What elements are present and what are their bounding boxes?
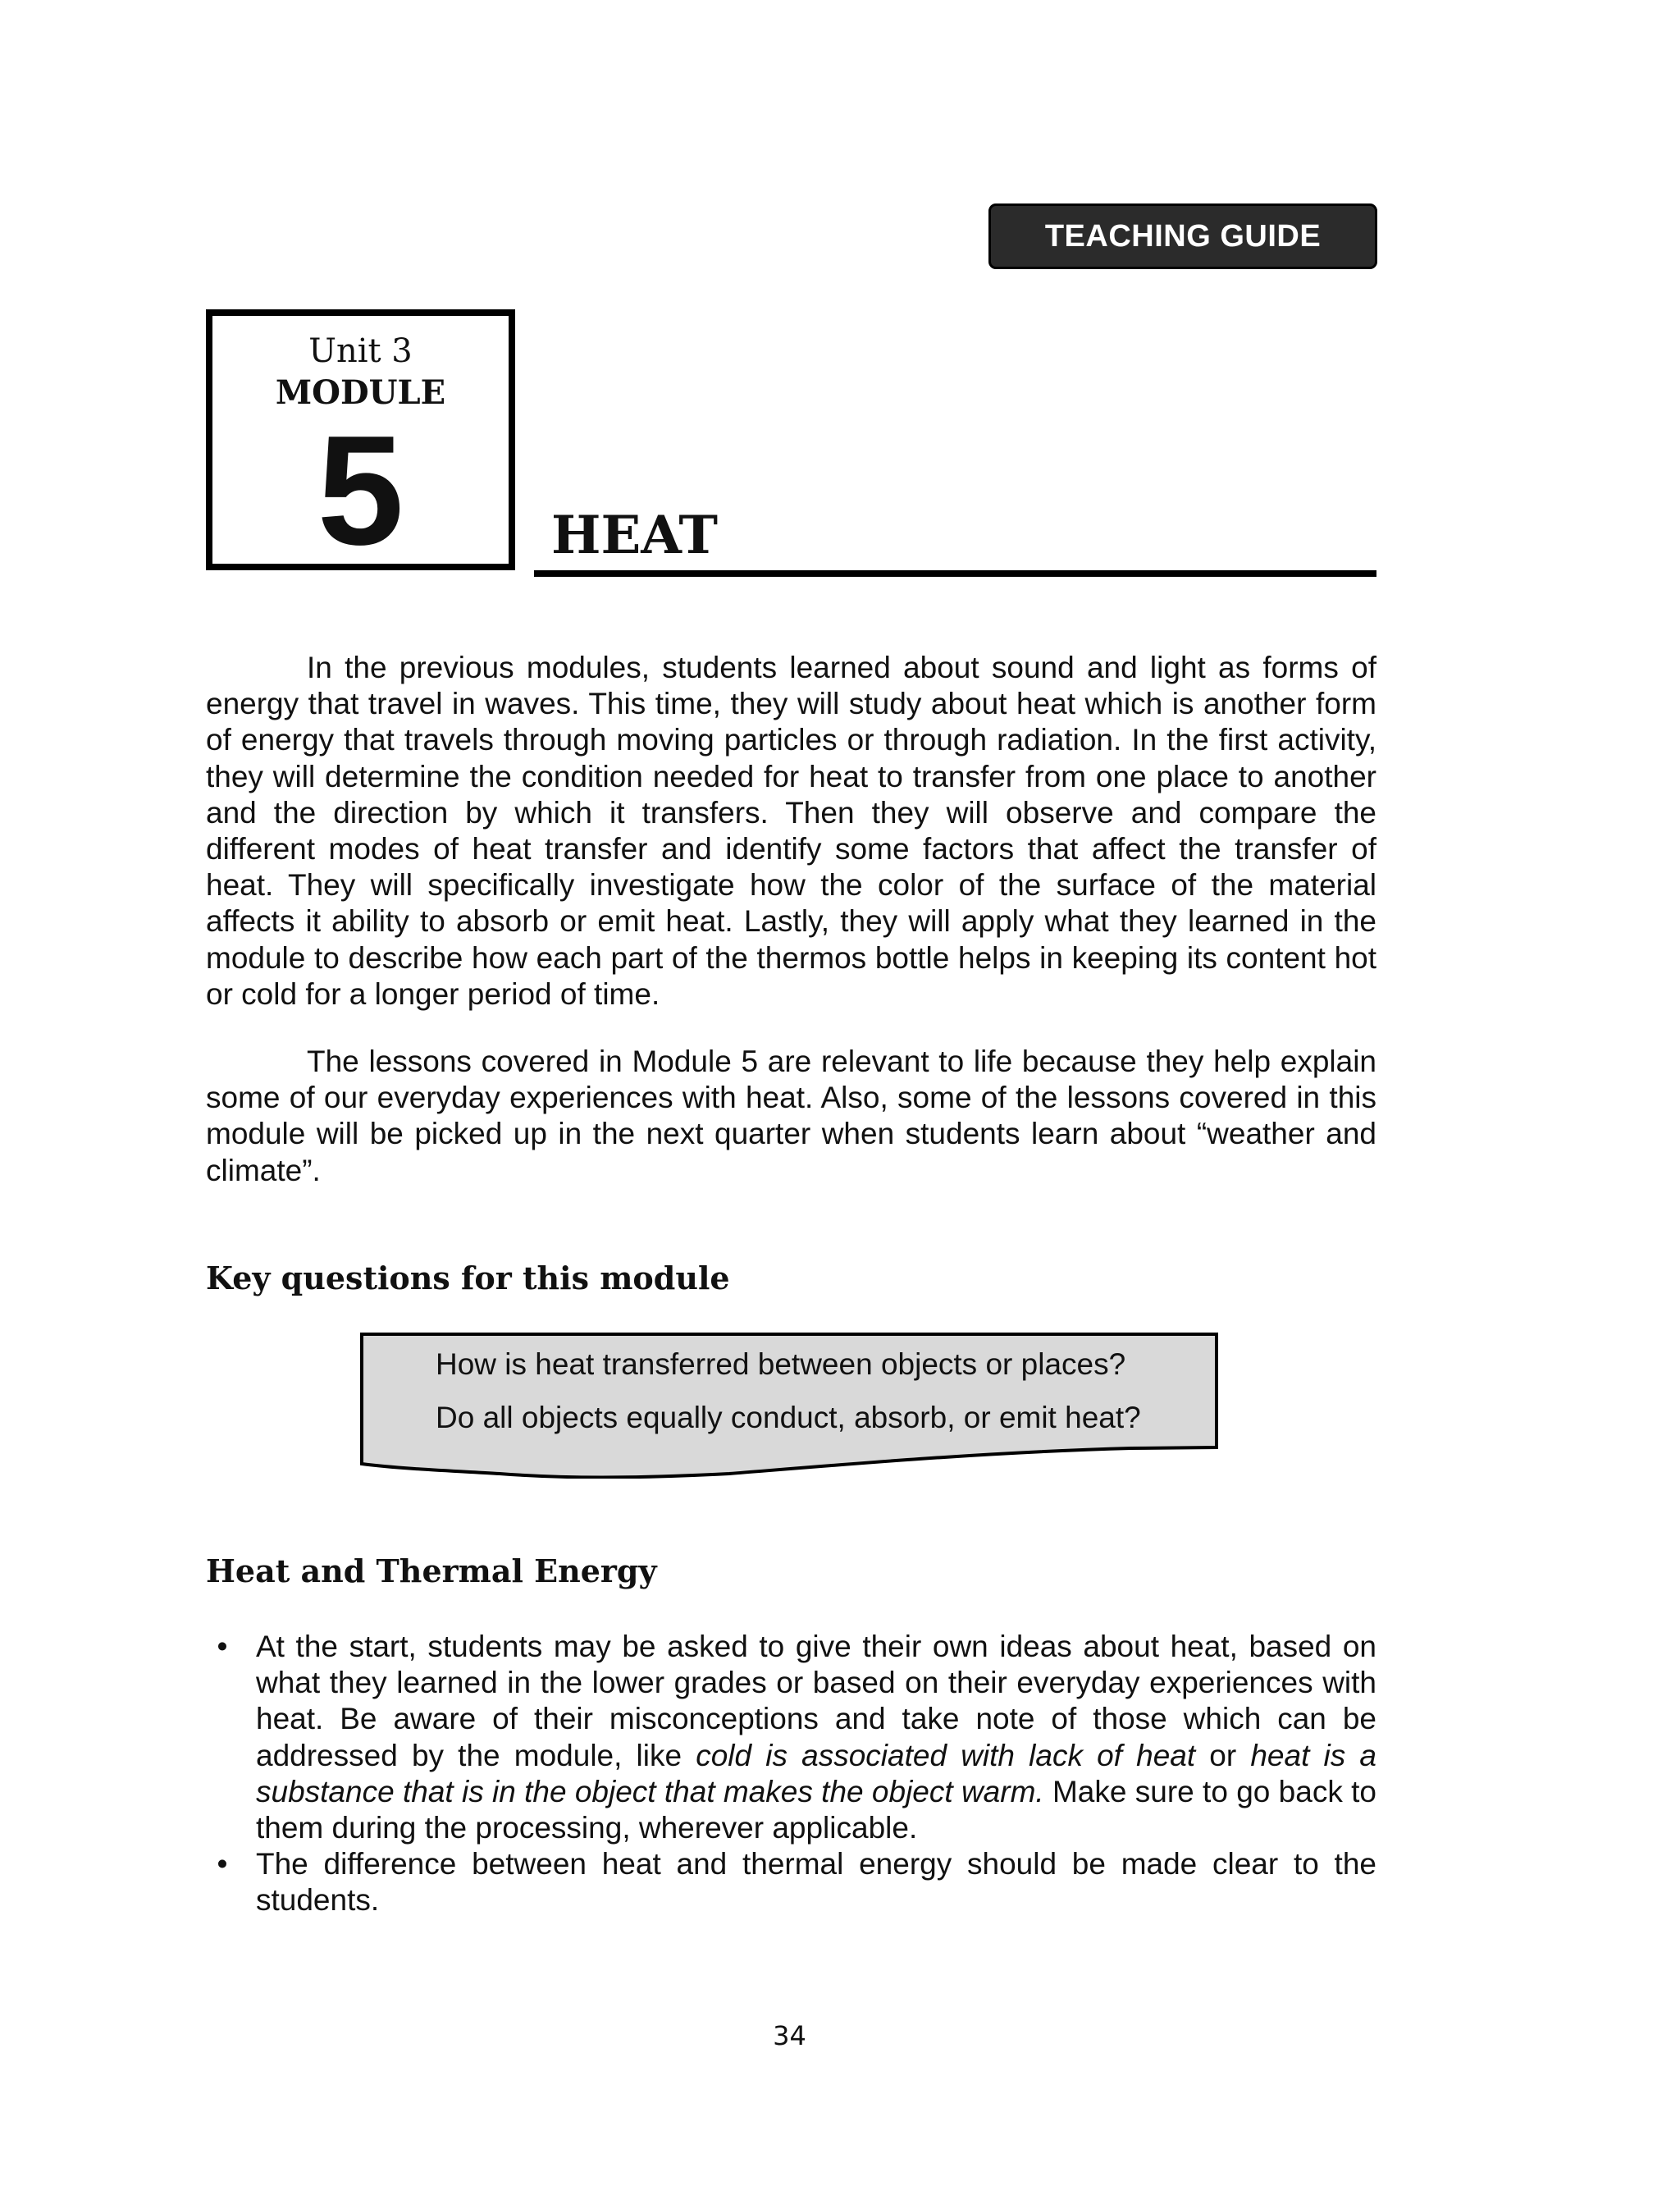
bullet-dot-icon: • — [217, 1630, 228, 1663]
key-question-2: Do all objects equally conduct, absorb, or emit heat? — [436, 1401, 1141, 1434]
bullet-1-text-b: or — [1195, 1738, 1251, 1772]
module-label: MODULE — [275, 373, 446, 412]
page-number: 34 — [773, 2020, 806, 2051]
teaching-guide-label: TEACHING GUIDE — [1044, 218, 1322, 254]
heat-thermal-energy-heading: Heat and Thermal Energy — [206, 1552, 657, 1589]
bullet-1-italic-a: cold is associated with lack of heat — [696, 1738, 1196, 1772]
title-underline — [534, 570, 1376, 577]
bullet-1-text-a: At the start, students may be asked to give their own ideas about heat, based on what they learned in the lower grades or based on their everyday experiences with heat. Be aware of their misconceptions and take note of those which can be addressed by the module, like — [256, 1630, 1376, 1772]
module-number: 5 — [317, 404, 404, 578]
heat-bullet-list — [206, 1629, 1376, 1919]
teaching-guide-badge — [988, 203, 1377, 269]
intro-paragraph-2 — [206, 1044, 1376, 1189]
key-questions-box — [360, 1333, 1218, 1479]
module-box — [206, 309, 515, 578]
bullet-item-1 — [206, 1629, 1376, 1846]
module-title: HEAT — [551, 505, 719, 566]
bullet-dot-icon: • — [217, 1847, 228, 1881]
bullet-1-text-c: Make sure to go back to them during the processing, wherever applicable. — [256, 1774, 1376, 1845]
key-questions-heading: Key questions for this module — [206, 1260, 730, 1296]
unit-label: Unit 3 — [308, 332, 413, 370]
bullet-item-2 — [206, 1846, 1376, 1918]
intro-paragraph-1 — [206, 650, 1376, 1013]
key-question-1: How is heat transferred between objects or places? — [436, 1347, 1126, 1381]
bullet-1-italic-b: heat is a substance that is in the object that makes the object warm. — [256, 1738, 1376, 1808]
bullet-2-text: The difference between heat and thermal energy should be made clear to the students. — [256, 1847, 1376, 1918]
intro-paragraph-2-text: The lessons covered in Module 5 are relevant to life because they help explain some of our everyday experiences with heat. Also, some of the lessons covered in this module will be picked up in the next quarter when students learn about “weather and climate”. — [206, 1045, 1376, 1187]
intro-paragraph-1-text: In the previous modules, students learned about sound and light as forms of energy that travel in waves. This time, they will study about heat which is another form of energy that travels through moving particles or through radiation. In the first activity, they will determine the condition needed for heat to transfer from one place to another and the direction by which it transfers. Then they will observe and compare the different modes of heat transfer and identify some factors that affect the transfer of heat. They will specifically investigate how the color of the surface of the material affects it ability to absorb or emit heat. Lastly, they will apply what they learned in the module to describe how each part of the thermos bottle helps in keeping its content hot or cold for a longer period of time. — [206, 651, 1376, 1011]
